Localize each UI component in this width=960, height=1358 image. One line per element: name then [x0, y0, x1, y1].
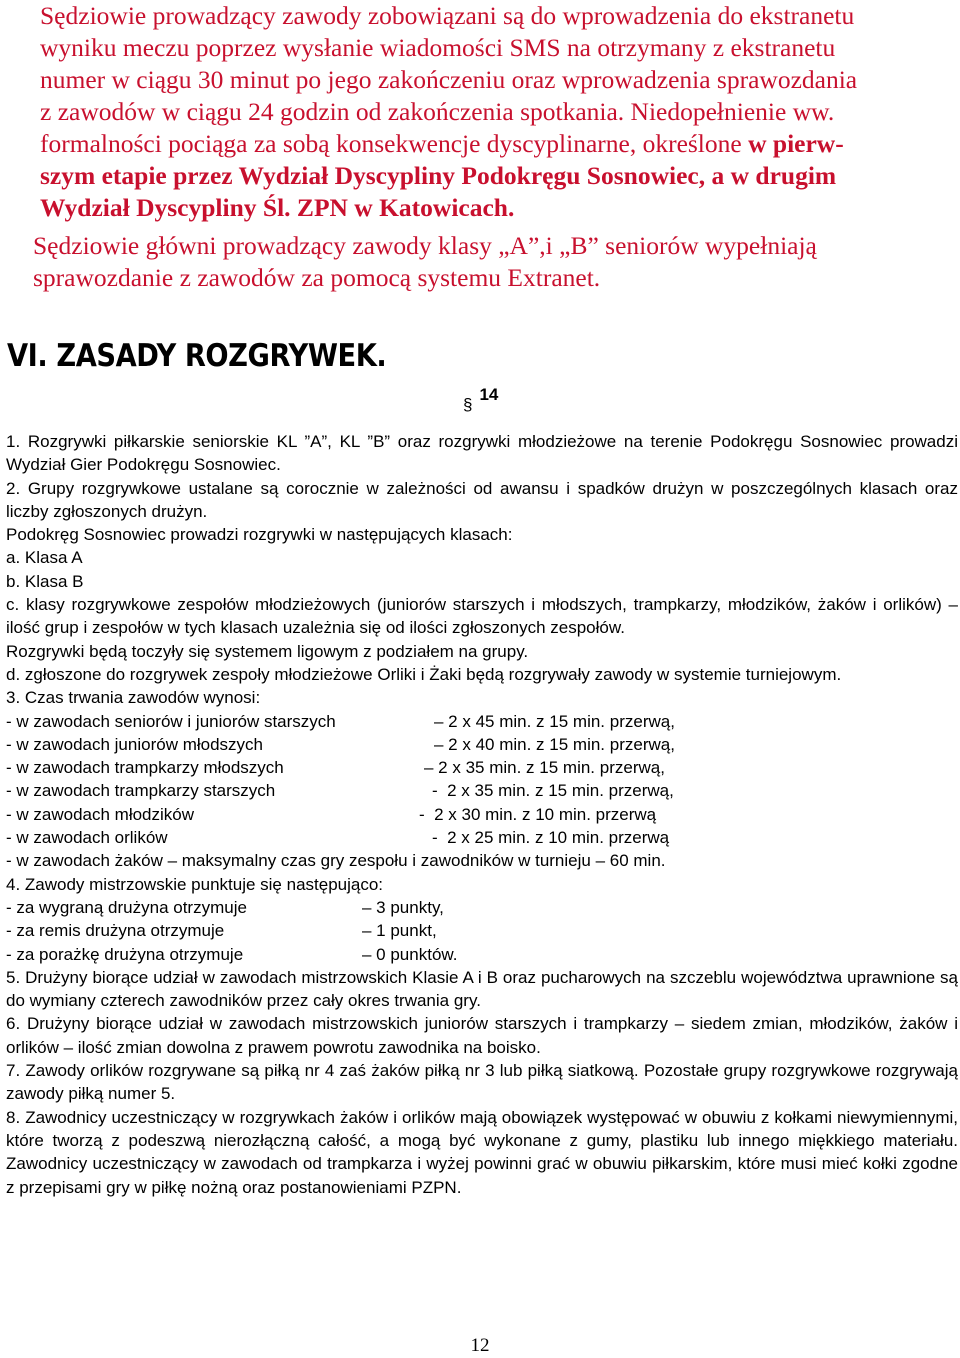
- text-line: Sędziowie główni prowadzący zawody klasy „A”,i „B” seniorów wypełniają: [33, 231, 817, 260]
- paragraph: - w zawodach żaków – maksymalny czas gry zespołu i zawodników w turnieju – 60 min.: [6, 851, 666, 871]
- paragraph: 4. Zawody mistrzowskie punktuje się następująco:: [6, 874, 384, 894]
- row-value: – 2 x 35 min. z 15 min. przerwą,: [424, 758, 665, 778]
- section-body: [6, 430, 958, 1199]
- row-label: - w zawodach młodzików: [6, 804, 195, 824]
- page-number: 12: [470, 1335, 490, 1356]
- row-label: - w zawodach juniorów młodszych: [6, 734, 263, 754]
- row-value: – 0 punktów.: [362, 944, 458, 964]
- match-duration-row: [6, 756, 958, 779]
- text-line: wyniku meczu poprzez wysłanie wiadomości SMS na otrzymany z ekstranetu: [40, 33, 836, 62]
- bold-text: w pierw-: [748, 129, 844, 158]
- points-row: [6, 943, 958, 966]
- points-row: [6, 896, 958, 919]
- paragraph: 8. Zawodnicy uczestniczący w rozgrywkach żaków i orlików mają obowiązek występować w obuwiu z kołkami niewymiennymi, które tworzą z podeszwą nierozłączną całość, a mogą być wykonane z gumy, plastiku lub innego miękkiego materiału. Zawodnicy uczestniczący w zawodach od trampkarza i wyżej powinni grać w obuwiu piłkarskim, które musi mieć kołki zgodne z przepisami gry w piłkę nożną oraz postanowieniami PZPN.: [6, 1107, 958, 1197]
- bold-text-line: Wydział Dyscypliny Śl. ZPN w Katowicach.: [40, 193, 515, 222]
- extranet-report-paragraph: [33, 230, 933, 294]
- list-item: a. Klasa A: [6, 548, 83, 568]
- row-label: - w zawodach orlików: [6, 828, 168, 848]
- match-duration-row: [6, 803, 958, 826]
- match-duration-row: [6, 710, 958, 733]
- bold-text-line: szym etapie przez Wydział Dyscypliny Podokręgu Sosnowiec, a w drugim: [40, 161, 837, 190]
- section-number: [463, 385, 499, 414]
- text-line: sprawozdanie z zawodów za pomocą systemu Extranet.: [33, 263, 601, 292]
- row-value: - 2 x 30 min. z 10 min. przerwą: [419, 804, 657, 824]
- list-item: d. zgłoszone do rozgrywek zespoły młodzieżowe Orliki i Żaki będą rozgrywały zawody w systemie turniejowym.: [6, 664, 842, 684]
- text-span: formalności pociąga za sobą konsekwencje dyscyplinarne, określone: [40, 129, 742, 158]
- paragraph: 5. Drużyny biorące udział w zawodach mistrzowskich Klasie A i B oraz pucharowych na szczeblu województwa uprawnione są do wymiany czterech zawodników przez cały okres trwania gry.: [6, 967, 958, 1011]
- section-symbol: §: [463, 395, 473, 414]
- match-duration-row: [6, 826, 958, 849]
- text-line: Sędziowie prowadzący zawody zobowiązani są do wprowadzenia do ekstranetu: [40, 1, 855, 30]
- list-item: c. klasy rozgrywkowe zespołów młodzieżowych (juniorów starszych i młodszych, trampkarzy, młodzików, żaków i orlików) – ilość grup i zespołów w tych klasach uzależnia się od ilości zgłoszonych zespołów.: [6, 595, 958, 638]
- row-label: - w zawodach trampkarzy starszych: [6, 781, 276, 801]
- paragraph: 7. Zawody orlików rozgrywane są piłką nr 4 zaś żaków piłką nr 3 lub piłką siatkową. Pozostałe grupy rozgrywkowe rozgrywają zawody piłką numer 5.: [6, 1061, 958, 1104]
- section-number-value: 14: [479, 385, 499, 404]
- match-duration-row: [6, 733, 958, 756]
- paragraph: 2. Grupy rozgrywkowe ustalane są corocznie w zależności od awansu i spadków drużyn w poszczególnych klasach oraz liczby zgłoszonych drużyn.: [6, 478, 958, 521]
- text-line: [40, 128, 940, 160]
- row-value: – 2 x 40 min. z 15 min. przerwą,: [434, 734, 675, 754]
- row-value: – 1 punkt,: [362, 921, 437, 941]
- row-value: - 2 x 35 min. z 15 min. przerwą,: [432, 781, 674, 801]
- row-value: – 2 x 45 min. z 15 min. przerwą,: [434, 711, 675, 731]
- row-label: - za wygraną drużyna otrzymuje: [6, 897, 247, 917]
- text-line: numer w ciągu 30 minut po jego zakończeniu oraz wprowadzenia sprawozdania: [40, 65, 858, 94]
- row-label: - za porażkę drużyna otrzymuje: [6, 944, 244, 964]
- match-duration-row: [6, 779, 958, 802]
- points-row: [6, 919, 958, 942]
- row-label: - w zawodach trampkarzy młodszych: [6, 758, 284, 778]
- paragraph: 6. Drużyny biorące udział w zawodach mistrzowskich juniorów starszych i trampkarzy – siedem zmian, młodzików, żaków i orlików – ilość zmian dowolna z prawem powrotu zawodnika na boisko.: [6, 1014, 958, 1057]
- paragraph: 3. Czas trwania zawodów wynosi:: [6, 688, 261, 708]
- paragraph: Podokręg Sosnowiec prowadzi rozgrywki w następujących klasach:: [6, 525, 513, 545]
- section-heading: VI. ZASADY ROZGRYWEK.: [7, 338, 387, 374]
- row-label: - w zawodach seniorów i juniorów starszych: [6, 711, 336, 731]
- paragraph: 1. Rozgrywki piłkarskie seniorskie KL ”A”, KL ”B” oraz rozgrywki młodzieżowe na terenie Podokręgu Sosnowiec prowadzi Wydział Gier Podokręgu Sosnowiec.: [6, 432, 958, 475]
- row-value: – 3 punkty,: [362, 897, 444, 917]
- referee-reporting-paragraph: [40, 0, 940, 224]
- list-item: b. Klasa B: [6, 571, 84, 591]
- row-value: - 2 x 25 min. z 10 min. przerwą: [432, 828, 670, 848]
- row-label: - za remis drużyna otrzymuje: [6, 921, 225, 941]
- text-line: z zawodów w ciągu 24 godzin od zakończenia spotkania. Niedopełnienie ww.: [40, 97, 835, 126]
- paragraph: Rozgrywki będą toczyły się systemem ligowym z podziałem na grupy.: [6, 641, 529, 661]
